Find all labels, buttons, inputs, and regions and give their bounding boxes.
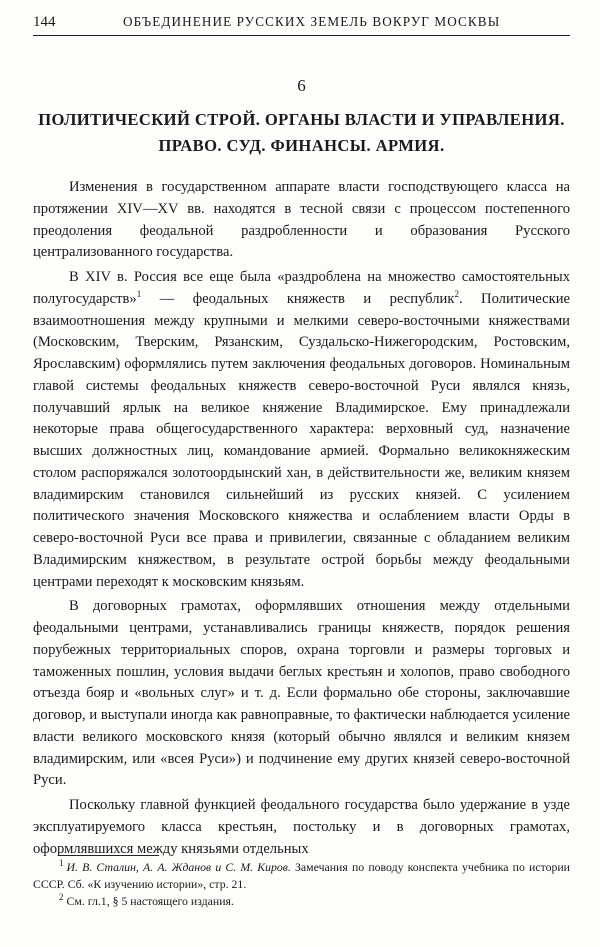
footnote-2 [33, 893, 570, 910]
footnote-ref-2[interactable]: 2 [454, 288, 459, 299]
section-title-line-2: ПРАВО. СУД. ФИНАНСЫ. АРМИЯ. [158, 136, 445, 155]
paragraph-2-part-a: В XIV в. Россия все еще была «раздроблена на множество самостоятельных полугосударств» [33, 269, 570, 307]
body-text [33, 177, 570, 860]
footnote-2-text: См. гл.1, § 5 настоящего издания. [66, 894, 234, 908]
paragraph-3: В договорных грамотах, оформлявших отношения между отдельными феодальными центрами, устанавливались границы княжеств, порядок решения порубежных территориальных споров, охрана торговли и размеры торговых и таможенных пошлин, условия выдачи беглых крестьян и холопов, право свободного отъезда бояр и «вольных слуг» и т. д. Если формально обе стороны, заключавшие договор, и выступали иногда как равноправные, то фактически наблюдается усиление власти великого московского князя (который обычно являлся и великим князем владимирским, или «всея Руси») и подчинение ему других князей северо-восточной Руси. [33, 598, 570, 789]
footnote-1-authors: И. В. Сталин, А. А. Жданов и С. М. Киров. [66, 860, 291, 874]
footnote-1 [33, 859, 570, 893]
running-header [33, 14, 570, 36]
page-number: 144 [33, 14, 56, 30]
paragraph-2-part-c: . Политические взаимоотношения между крупными и мелкими северо-восточными княжествами (Московским, Тверским, Рязанским, Суздальско-Нижегородским, Ростовским, Ярославским) оформлялись путем заключения феодальных договоров. Номинальным главой системы феодальных княжеств северо-восточной Руси являлся князь, получавший ярлык на великое княжение Владимирское. Ему принадлежали некоторые права общегосударственного характера: верховный суд, назначение высших должностных лиц, командование армией. Формально великокняжеским столом распоряжался золотоордынский хан, в действительности же, великим князем владимирским становился сильнейший из русских князей. С усилением политического значения Московского княжества и ослаблением власти Орды в северо-восточной Руси все права и привилегии, связанные с обладанием великим Владимирским княжеством, в результате острой борьбы между феодальными центрами переходят к московским князьям. [33, 290, 571, 590]
paragraph-2 [33, 267, 570, 593]
section-number: 6 [297, 76, 306, 95]
footnote-1-mark: 1 [59, 858, 64, 869]
footnote-1-text: Замечания по поводу конспекта учебника по истории СССР. Сб. «К изучению истории», стр. 21. [33, 860, 570, 891]
footnote-ref-1[interactable]: 1 [136, 288, 142, 299]
paragraph-2-part-b: — феодальных княжеств и республик [141, 290, 455, 307]
section-title [33, 107, 570, 159]
paragraph-1: Изменения в государственном аппарате власти господствующего класса на протяжении XIV—XV вв. находятся в тесной связи с процессом постепенного преодоления феодальной раздробленности и образования Русского централизованного государства. [33, 179, 570, 261]
section-title-line-1: ПОЛИТИЧЕСКИЙ СТРОЙ. ОРГАНЫ ВЛАСТИ И УПРАВЛЕНИЯ. [38, 110, 565, 129]
footnote-2-mark: 2 [59, 892, 64, 903]
footnotes [33, 855, 570, 910]
footnote-divider [59, 855, 159, 856]
running-title: ОБЪЕДИНЕНИЕ РУССКИХ ЗЕМЕЛЬ ВОКРУГ МОСКВЫ [123, 14, 501, 29]
paragraph-4: Поскольку главной функцией феодального государства было удержание в узде эксплуатируемого класса крестьян, постольку и в договорных грамотах, оформлявшихся между князьями отдельных [33, 797, 570, 857]
